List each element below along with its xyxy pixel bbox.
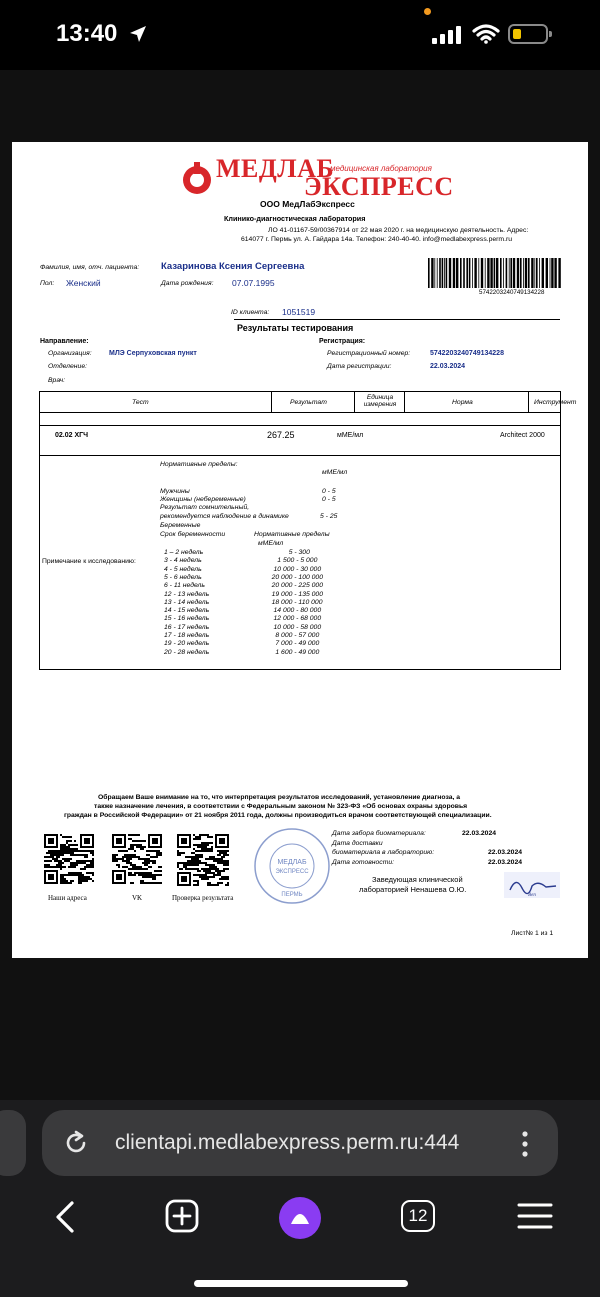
location-arrow-icon: [128, 24, 148, 44]
week-term: 13 - 14 недель: [164, 598, 210, 606]
row-instrument: Architect 2000: [500, 432, 545, 439]
logo-text-line1: МЕДЛАБ: [216, 154, 335, 183]
wifi-icon: [472, 24, 500, 44]
divider: [234, 319, 560, 320]
head-title-2: лабораторией Ненашева О.Ю.: [359, 885, 467, 894]
back-icon[interactable]: [52, 1200, 78, 1234]
direction-title: Направление:: [40, 338, 89, 345]
week-norm: 1 500 - 5 000: [277, 557, 318, 565]
week-term: 12 - 13 недель: [164, 590, 210, 598]
men-value: 0 - 5: [322, 488, 336, 495]
header-instrument: Инструмент: [534, 399, 577, 406]
status-bar: [0, 0, 600, 70]
qr-code-vk[interactable]: [112, 834, 162, 884]
qr-label-vk: VK: [132, 894, 143, 902]
norm-title: Нормативные пределы:: [160, 461, 238, 468]
qr-label-verify: Проверка результата: [172, 894, 234, 902]
dept-label: Отделение:: [48, 363, 87, 370]
client-id-label: ID клиента:: [231, 309, 270, 316]
note-label: Примечание к исследованию:: [42, 558, 136, 565]
week-norm: 10 000 - 30 000: [273, 565, 322, 573]
org-label: Организация:: [48, 350, 92, 357]
client-id: 1051519: [282, 307, 316, 317]
norm-header-2: мМЕ/мл: [258, 540, 284, 547]
week-term: 20 - 28 недель: [164, 648, 210, 656]
patient-name: Казаринова Ксения Сергеевна: [161, 261, 305, 272]
doubt-line1: Результат сомнительный,: [160, 504, 250, 511]
reg-date-label: Дата регистрации:: [327, 363, 392, 370]
qr-label-addresses: Наши адреса: [48, 894, 87, 902]
address-text: 614077 г. Пермь ул. А. Гайдара 14а. Телефон: 240-40-40. info@medlabexpress.perm.ru: [241, 236, 513, 243]
women-label: Женщины (небеременные): [160, 496, 246, 503]
week-term: 4 - 5 недель: [164, 565, 202, 573]
week-norm: 12 000 - 68 000: [273, 615, 322, 623]
doubt-value: 5 - 25: [320, 513, 338, 520]
week-norm: 18 000 - 110 000: [271, 598, 323, 606]
lab-report-page: [12, 142, 588, 958]
row-test: 02.02 ХГЧ: [55, 432, 89, 439]
term-header: Срок беременности: [160, 531, 226, 538]
home-indicator[interactable]: [194, 1280, 408, 1287]
week-term: 17 - 18 недель: [164, 632, 210, 639]
doctor-label: Врач:: [48, 377, 66, 384]
stamp-city: ПЕРМЬ: [281, 892, 303, 898]
header-unit: Единица измерения: [363, 394, 397, 409]
registration-title: Регистрация:: [319, 338, 366, 345]
week-norm: 1 600 - 49 000: [275, 648, 320, 656]
patient-dob: 07.07.1995: [232, 278, 275, 288]
results-table-header: [39, 391, 577, 413]
delivery-label-2: биоматериала в лабораторию:: [332, 849, 435, 856]
men-label: Мужчины: [160, 488, 190, 495]
patient-name-label: Фамилия, имя, отч. пациента:: [40, 264, 140, 271]
head-title-1: Заведующая клинической: [372, 875, 463, 884]
company-subtitle: Клинико-диагностическая лаборатория: [224, 214, 366, 223]
qr-code-addresses[interactable]: [44, 834, 94, 884]
week-term: 3 - 4 недель: [164, 557, 202, 565]
dob-label: Дата рождения:: [161, 280, 214, 287]
doubt-line2: рекомендуется наблюдение в динамике: [160, 513, 289, 520]
sex-label: Пол:: [40, 280, 55, 287]
header-test: Тест: [132, 399, 149, 406]
signature: [502, 870, 562, 900]
norm-unit: мМЕ/мл: [322, 469, 348, 476]
results-title: Результаты тестирования: [237, 323, 354, 333]
alice-assistant-icon[interactable]: [278, 1196, 322, 1240]
url-text[interactable]: clientapi.medlabexpress.perm.ru:444: [115, 1131, 460, 1154]
qr-code-verify[interactable]: [177, 834, 229, 886]
collect-date-label: Дата забора биоматериала:: [332, 830, 426, 837]
pregnant-label: Беременные: [160, 522, 201, 529]
women-value: 0 - 5: [322, 496, 336, 503]
week-norm: 19 000 - 135 000: [271, 590, 323, 598]
org-value: МЛЭ Серпуховская пункт: [109, 350, 197, 357]
week-term: 1 – 2 недель: [164, 549, 204, 556]
disclaimer-line2: также назначение лечения, в соответствии с Федеральным законом № 323-ФЗ «Об основах охраны здоровья: [94, 803, 468, 810]
row-unit: мМЕ/мл: [337, 432, 364, 439]
week-norm: 20 000 - 225 000: [271, 582, 323, 590]
week-norm: 5 - 300: [288, 549, 310, 556]
week-norm: 8 000 - 57 000: [275, 632, 320, 639]
disclaimer-line3: граждан в Российской Федерации» от 21 ноября 2011 года, должны производиться врачом соответствующей специализации.: [64, 812, 492, 819]
stamp-center-line1: МЕДЛАБ: [277, 859, 307, 866]
delivery-label-1: Дата доставки: [332, 840, 383, 847]
week-norm: 20 000 - 100 000: [271, 573, 323, 581]
ready-date: 22.03.2024: [488, 859, 523, 866]
privacy-indicator-dot: [424, 8, 431, 15]
collect-date: 22.03.2024: [462, 830, 497, 837]
week-term: 5 - 6 недель: [164, 573, 202, 581]
company-name: ООО МедЛабЭкспресс: [260, 199, 355, 209]
norm-header-1: Нормативные пределы: [254, 531, 330, 538]
reload-icon[interactable]: [62, 1129, 90, 1157]
disclaimer-line1: Обращаем Ваше внимание на то, что интерпретация результатов исследований, установление диагноза, а: [98, 794, 461, 801]
week-term: 14 - 15 недель: [164, 607, 210, 615]
week-term: 19 - 20 недель: [164, 640, 210, 648]
cellular-signal-icon: [432, 26, 464, 44]
medlab-logo-icon: [180, 160, 214, 196]
week-term: 16 - 17 недель: [164, 623, 210, 631]
header-result: Результат: [290, 399, 327, 406]
barcode: [428, 258, 562, 288]
hamburger-menu-icon[interactable]: [517, 1202, 553, 1230]
barcode-number: 5742203240749134228: [479, 289, 545, 296]
week-term: 15 - 16 недель: [164, 615, 210, 623]
license-text: ЛО 41-01167-59/00367914 от 22 мая 2020 г. на медицинскую деятельность. Адрес:: [268, 227, 529, 234]
battery-icon: [508, 24, 548, 44]
week-norm: 10 000 - 58 000: [273, 623, 322, 631]
previous-tab-peek[interactable]: [0, 1110, 26, 1176]
logo-tagline: медицинская лаборатория: [330, 164, 432, 173]
reg-number-label: Регистрационный номер:: [327, 350, 411, 357]
delivery-date: 22.03.2024: [488, 849, 523, 856]
lab-stamp: [252, 826, 332, 906]
week-norm: 7 000 - 49 000: [275, 640, 320, 648]
ready-date-label: Дата готовности:: [332, 859, 395, 866]
more-menu-icon[interactable]: [519, 1129, 531, 1159]
new-tab-icon[interactable]: [164, 1198, 200, 1234]
logo-text-line2: ЭКСПРЕСС: [304, 172, 454, 201]
stamp-center-line2: ЭКСПРЕСС: [275, 869, 309, 875]
tabs-button[interactable]: 12: [401, 1200, 435, 1232]
week-norm: 14 000 - 80 000: [273, 607, 322, 615]
header-norm: Норма: [452, 399, 473, 406]
reg-number: 5742203240749134228: [430, 350, 504, 357]
svg-text:Ben: Ben: [528, 893, 536, 898]
patient-sex: Женский: [66, 278, 101, 288]
status-time: 13:40: [56, 20, 118, 47]
week-term: 6 - 11 недель: [164, 582, 205, 590]
row-result: 267.25: [267, 430, 295, 440]
page-counter: Лист№ 1 из 1: [511, 930, 554, 937]
reg-date: 22.03.2024: [430, 363, 466, 370]
